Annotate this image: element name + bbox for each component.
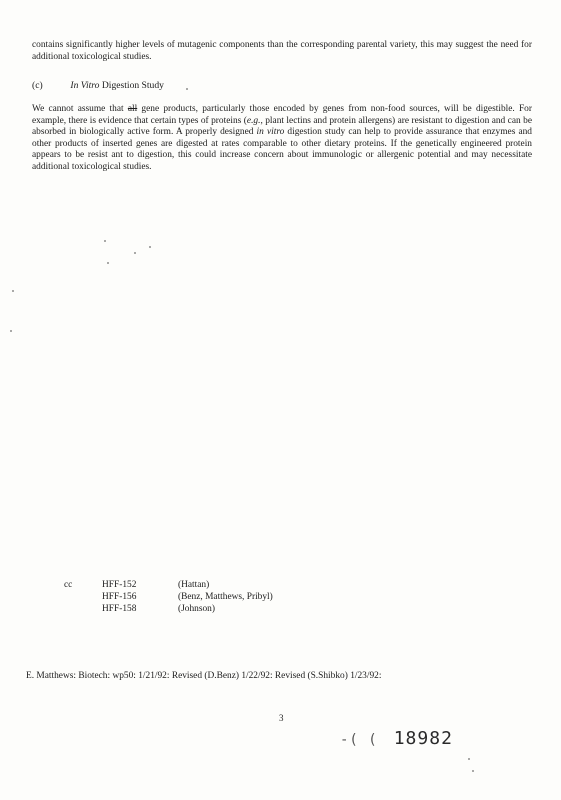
scan-speck (468, 758, 470, 760)
cc-row (102, 580, 209, 592)
page-number: 3 (279, 713, 284, 723)
body-eg: e.g. (246, 115, 261, 126)
section-title-italic: In Vitro (70, 80, 100, 91)
section-label: (c) (32, 80, 43, 91)
cc-names: (Benz, Matthews, Pribyl) (178, 592, 273, 602)
cc-label: cc (64, 580, 73, 590)
cc-row (102, 604, 215, 616)
cc-names: (Hattan) (178, 580, 210, 590)
section-title-rest: Digestion Study (99, 80, 164, 91)
scan-speck (12, 290, 14, 292)
scan-speck (134, 252, 136, 254)
body-paragraph (32, 104, 532, 174)
scan-speck (472, 770, 474, 772)
body-text-part1: We cannot assume that (32, 104, 128, 114)
footer-revision-line: E. Matthews: Biotech: wp50: 1/21/92: Revised (D.Benz) 1/22/92: Revised (S.Shibko) 1/23/92: (26, 671, 382, 681)
body-in-vitro: in vitro (256, 127, 285, 138)
body-text-part4: digestion study can help to provide assurance that enzymes and other products of inserted genes are digested at rates comparable to other dietary proteins. If the genetically engineered protein appears to be resist ant to digestion, this could increase concern about immunologic or allergenic potential and may necessitate additional toxicological studies. (32, 127, 532, 172)
cc-code: HFF-156 (102, 592, 137, 602)
body-text-part2: gene products, particularly those encoded by genes from non-food sources, will be digestible. For example, there is evidence that certain types of proteins ( (32, 104, 532, 126)
section-heading (32, 80, 332, 91)
scan-speck (107, 262, 109, 264)
stamp-number: 18982 (393, 728, 453, 749)
body-struck-word: all (127, 104, 138, 114)
cc-code: HFF-158 (102, 604, 137, 614)
section-title (70, 80, 164, 91)
scan-speck (10, 330, 12, 332)
scan-speck (186, 88, 188, 90)
cc-names: (Johnson) (178, 604, 215, 614)
stamp-prefix: -( ( (340, 732, 378, 748)
cc-row (102, 592, 273, 604)
document-stamp (340, 728, 453, 749)
cc-code: HFF-152 (102, 580, 137, 590)
body-text-part3: , plant lectins and protein allergens) are resistant to digestion and can be absorbed in biologically active form. A properly designed (32, 115, 532, 138)
scan-speck (104, 240, 106, 242)
top-paragraph: contains significantly higher levels of mutagenic components than the corresponding parental variety, this may suggest the need for additional toxicological studies. (32, 40, 532, 62)
scan-speck (149, 246, 151, 248)
